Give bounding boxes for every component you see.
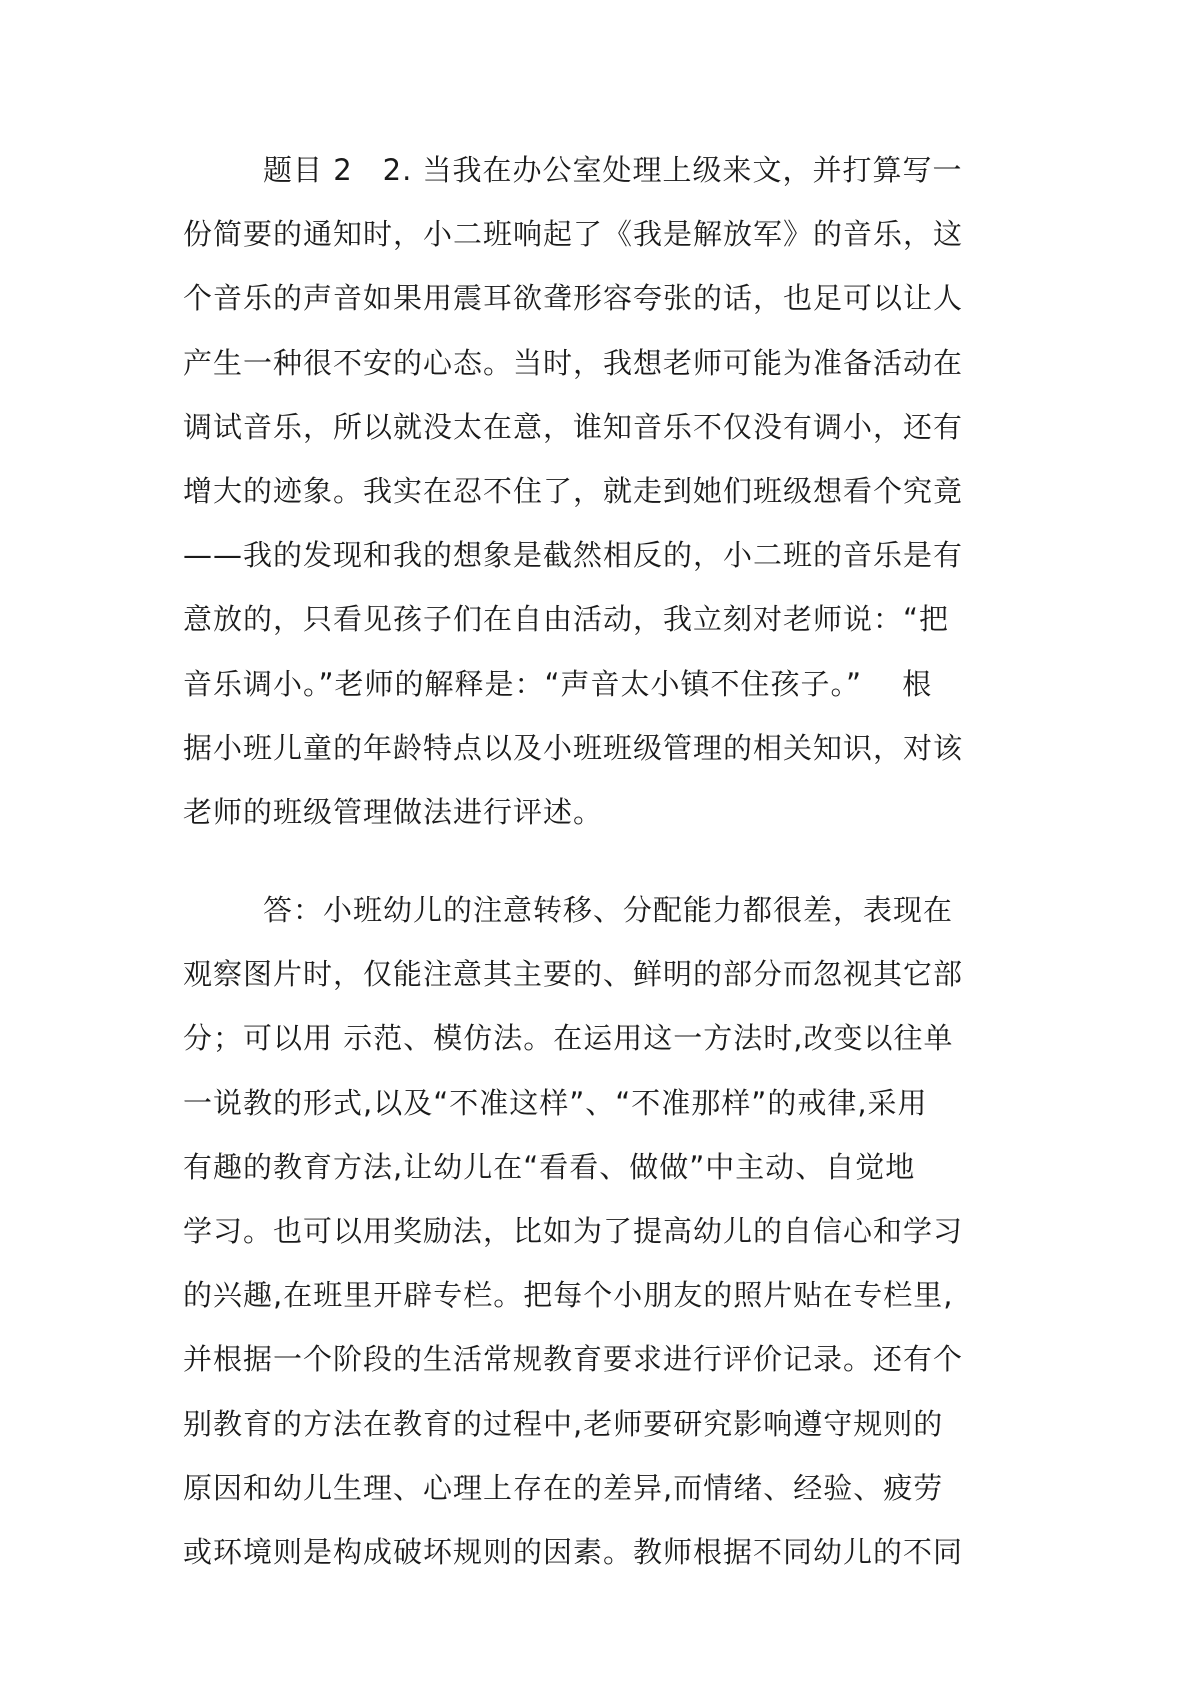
answer-paragraph: [183, 878, 1015, 1584]
question-line: 意放的，只看见孩子们在自由活动，我立刻对老师说：“把: [183, 602, 950, 637]
question-line: 增大的迹象。我实在忍不住了，就走到她们班级想看个究竟: [183, 473, 964, 508]
answer-line: 学习。也可以用奖励法，比如为了提高幼儿的自信心和学习: [183, 1213, 964, 1248]
answer-line: 一说教的形式,以及“不准这样”、“不准那样”的戒律,采用: [183, 1085, 928, 1120]
question-line: 份简要的通知时，小二班响起了《我是解放军》的音乐，这: [183, 217, 964, 252]
question-line: 老师的班级管理做法进行评述。: [183, 794, 604, 829]
question-line: 调试音乐，所以就没太在意，谁知音乐不仅没有调小，还有: [183, 409, 964, 444]
answer-line: 或环境则是构成破坏规则的因素。教师根据不同幼儿的不同: [183, 1534, 964, 1569]
answer-line: 并根据一个阶段的生活常规教育要求进行评价记录。还有个: [183, 1342, 964, 1377]
answer-line: 有趣的教育方法,让幼儿在“看看、做做”中主动、自觉地: [183, 1149, 916, 1184]
question-paragraph: [183, 138, 1015, 844]
question-line: ——我的发现和我的想象是截然相反的，小二班的音乐是有: [183, 538, 964, 573]
answer-line: 原因和幼儿生理、心理上存在的差异,而情绪、经验、疲劳: [183, 1470, 944, 1505]
answer-line: 的兴趣,在班里开辟专栏。把每个小朋友的照片贴在专栏里,: [183, 1278, 954, 1313]
question-line: 产生一种很不安的心态。当时，我想老师可能为准备活动在: [183, 345, 964, 380]
answer-line: 观察图片时，仅能注意其主要的、鲜明的部分而忽视其它部: [183, 957, 964, 992]
answer-line: 分；可以用 示范、模仿法。在运用这一方法时,改变以往单: [183, 1021, 954, 1056]
answer-line: 别教育的方法在教育的过程中,老师要研究影响遵守规则的: [183, 1406, 944, 1441]
question-line: 个音乐的声音如果用震耳欲聋形容夸张的话，也足可以让人: [183, 281, 964, 316]
question-line: 题目 2 2. 当我在办公室处理上级来文，并打算写一: [263, 153, 963, 187]
question-line: 音乐调小。”老师的解释是：“声音太小镇不住孩子。” 根: [183, 666, 933, 701]
answer-line: 答：小班幼儿的注意转移、分配能力都很差，表现在: [263, 893, 954, 927]
question-line: 据小班儿童的年龄特点以及小班班级管理的相关知识，对该: [183, 730, 964, 765]
